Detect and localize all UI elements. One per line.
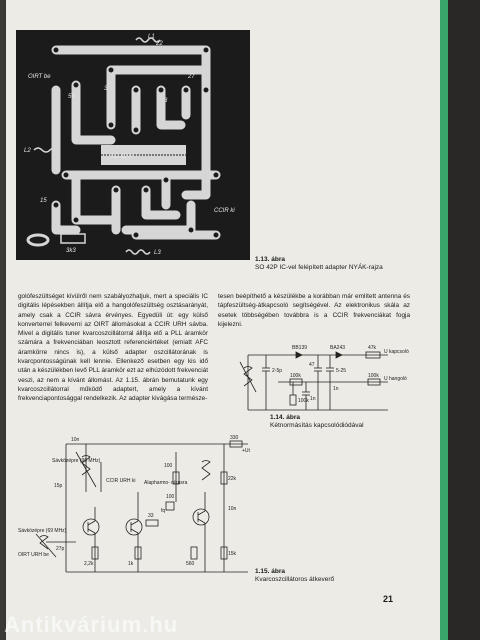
fig115-alap: Alapharmo- nikusra <box>144 480 188 486</box>
pcb-label-l3: L3 <box>154 250 161 256</box>
figure-115-text: Kvarcoszcillátoros átkeverő <box>255 576 335 583</box>
fig114-r3: 100k <box>368 373 379 379</box>
fig115-sav1: Sávközépre (96 MHz) <box>52 458 101 464</box>
fig115-c10n: 10n <box>71 437 80 443</box>
figure-113-number: 1.13. ábra <box>255 256 285 263</box>
fig115-r100b: 100 <box>166 494 175 500</box>
fig115-sav2: Sávközépre (69 MHz) <box>18 528 67 534</box>
pcb-label-c3: 3 <box>104 86 108 92</box>
figure-115-caption <box>255 568 334 584</box>
cover-edge <box>440 0 448 640</box>
figure-114-schematic <box>218 340 414 414</box>
fig114-r4: 100k <box>298 398 309 404</box>
watermark: Antikvárium.hu <box>4 612 179 637</box>
pcb-label-c15: 15 <box>40 198 47 204</box>
figure-114-caption <box>270 414 364 430</box>
pcb-label-l2: L2 <box>24 148 31 154</box>
fig115-ub: +Ut <box>242 448 250 454</box>
fig115-r1k: 1k <box>128 561 134 567</box>
fig115-fq: fq <box>161 508 166 514</box>
fig115-r560: 560 <box>186 561 195 567</box>
pcb-drawing <box>16 30 250 260</box>
fig115-r22k2: 22k <box>228 476 237 482</box>
pcb-label-l1: L1 <box>148 34 155 40</box>
fig115-c27p: 27p <box>56 546 65 552</box>
pcb-label-ccir: CCIR ki <box>214 208 235 214</box>
fig114-u2: U hangoló <box>384 376 407 382</box>
fig114-c3: 5-25 <box>336 368 347 374</box>
fig114-d2: BA243 <box>330 345 346 351</box>
body-text-right: tesen beépíthető a készülékbe a korábban már említett antenna és tápfeszültség-átkapcsoló segítségével. Az elektronikus skála az esetek többségében továbbra is a CCIR frekvenciákat fogja kijelezni. <box>218 293 410 328</box>
figure-115-schematic <box>16 432 252 582</box>
figure-115-number: 1.15. ábra <box>255 568 285 575</box>
pcb-label-ic: SO 42 P <box>110 154 133 160</box>
fig115-r100: 100 <box>164 463 173 469</box>
body-text-left: golófeszültséget kívülről nem szabályozhatjuk, mert a speciális IC digitális lépésekben állítja elő a hangolófeszültség osztásarányát, amely csak a CCIR sávra érvényes. Egyedüli út: egy külső konverterrel felkeverni az OIRT állomásokat a CCIR URH sávba. Mivel a digitális tuner kvarcoszcillátorral állítja elő a PLL áramkör számára a frekvenciában leosztott referenciértéket (emiatt AFC áramkörre nincs is), a külső adapter oszcillátorának is kvarcpontosságúnak kell lennie. Ellenkező esetben egy kis idő után a készülékben levő PLL áramkör ezt az elhúzódott frekvenciát veszi, az nem a kívánt állomást. Az 1.15. ábrán bemutatunk egy kvarcoszcillátorral működő adaptert, amely a kívánt frekvenciapontosággal rendelkezik. Az adapter kivágása természe- <box>18 293 208 403</box>
fig114-c1: 2-5p <box>272 368 283 374</box>
pcb-label-c22: 22 <box>156 41 163 47</box>
pcb-label-oirt: OIRT be <box>28 74 51 80</box>
figure-114-text: Kétnormásítás kapcsolódiódával <box>270 422 364 429</box>
fig114-r2: 100k <box>290 373 301 379</box>
fig115-c10nb: 10n <box>228 506 237 512</box>
fig114-c2: 47 <box>309 362 315 368</box>
fig115-oirt: OIRT URH be <box>18 552 49 558</box>
page-number: 21 <box>383 594 394 604</box>
fig115-c15p: 15p <box>54 483 63 489</box>
fig114-u1: U kapcsoló <box>384 349 409 355</box>
pcb-label-c27: 27 <box>188 74 195 80</box>
fig115-ccir: CCIR URH ki <box>106 478 136 484</box>
pcb-label-c56: 56 <box>68 94 75 100</box>
fig114-r1: 47k <box>368 345 377 351</box>
fig115-r33: 33 <box>148 513 154 519</box>
background <box>448 0 480 640</box>
fig114-c4: 1n <box>310 396 316 402</box>
pcb-label-res: 3k3 <box>66 248 76 254</box>
figure-113-text: SO 42P IC-vel felépített adapter NYÁK-rajza <box>255 264 383 271</box>
fig115-r22k: 2,2k <box>84 561 94 567</box>
fig115-r15k: 15k <box>228 551 237 557</box>
fig114-c5: 1n <box>333 386 339 392</box>
figure-113-caption <box>255 256 383 272</box>
figure-114-number: 1.14. ábra <box>270 414 300 421</box>
pcb-label-c3b: 3 <box>164 98 168 104</box>
fig114-d1: BB139 <box>292 345 308 351</box>
fig115-r330: 330 <box>230 435 239 441</box>
